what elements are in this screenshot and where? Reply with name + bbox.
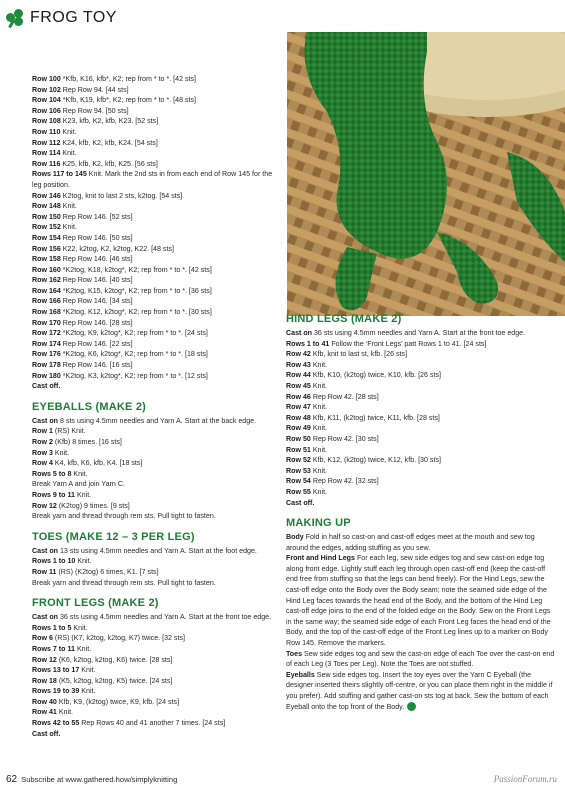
row-text: Break Yarn A and join Yarn C. — [32, 480, 125, 489]
row-label: Row 3 — [32, 448, 53, 457]
row-text: K22, k2tog, K2, k2tog, K22. [48 sts] — [60, 244, 174, 253]
row-label: Row 47 — [286, 403, 311, 412]
row-label: Row 18 — [32, 676, 57, 685]
pattern-row — [32, 469, 276, 480]
pattern-row — [32, 339, 276, 350]
row-text: Rep Row 94. [44 sts] — [60, 85, 129, 94]
row-text: Knit. — [71, 623, 88, 632]
pattern-row — [32, 106, 276, 117]
row-text: Kfb, K12, (k2tog) twice, K12, kfb. [30 sts] — [310, 456, 441, 465]
pattern-row — [32, 381, 276, 392]
pattern-row — [32, 501, 276, 512]
row-text: *Kfb, K16, kfb*, K2; rep from * to *. [42 sts] — [60, 75, 197, 83]
row-label: Rows 5 to 8 — [32, 469, 72, 478]
pattern-row — [286, 532, 556, 553]
row-label: Row 106 — [32, 106, 61, 115]
pattern-row — [32, 307, 276, 318]
pattern-row — [32, 490, 276, 501]
row-label: Front and Hind Legs — [286, 554, 355, 563]
pattern-row — [286, 670, 556, 712]
pattern-row — [286, 455, 556, 466]
row-label: Row 42 — [286, 350, 311, 359]
row-text: *K2tog, K9, k2tog*, K2; rep from * to *. [24 sts] — [60, 329, 208, 338]
page-number: 62 — [6, 774, 18, 785]
row-label: Row 52 — [286, 456, 311, 465]
pattern-column-left — [32, 74, 276, 739]
pattern-row — [32, 349, 276, 360]
row-text: Rep Row 146. [50 sts] — [60, 233, 133, 242]
row-text: Knit. — [79, 666, 96, 675]
section-heading: EYEBALLS (MAKE 2) — [32, 400, 147, 413]
page-title: FROG TOY — [30, 9, 117, 26]
row-label: Row 55 — [286, 487, 311, 496]
pattern-row — [32, 556, 276, 567]
row-text: Knit. — [75, 557, 92, 566]
pattern-row — [286, 445, 556, 456]
pattern-row — [286, 498, 556, 509]
row-label: Row 44 — [286, 371, 311, 380]
row-label: Cast on — [32, 416, 59, 425]
row-text: For each leg, sew side edges tog and sew cast-on edge tog along front edge. Lightly stuff each leg through open cast-off end (keep the cast-off end free from stuffing so that the legs can bend freely). For the Hind Legs, sew the cast-off edge onto the Body over the Body seam; note the seamed side edge of the Hind Leg faces towards the head end of the Body, and the bottom of the Hind Leg cast-off edge joins to the end of the folded edge on the Body. Sew on the Front Legs in the same way; the seamed side edge of each Front Leg faces the head end of the Body, and the top of the cast-off edge of the Front Leg lines up to a marker on Body Row 145. Remove the markers. — [286, 554, 551, 648]
pattern-row — [32, 697, 276, 708]
row-text: Rep Row 146. [16 sts] — [60, 361, 133, 370]
pattern-row — [32, 437, 276, 448]
row-label: Row 148 — [32, 202, 61, 211]
row-text: Knit. — [56, 708, 74, 717]
section-heading: HIND LEGS (MAKE 2) — [286, 313, 402, 325]
pattern-row — [32, 729, 276, 740]
row-text: *K2tog, K3, k2tog*, K2; rep from * to *. [12 sts] — [60, 371, 208, 380]
section-heading: FRONT LEGS (MAKE 2) — [32, 597, 159, 610]
pattern-row — [32, 718, 276, 729]
pattern-row — [32, 686, 276, 697]
row-text: Knit. — [79, 687, 96, 696]
row-text: Knit. — [74, 490, 92, 499]
row-text: K25, kfb, K2, kfb, K25. [56 sts] — [60, 159, 158, 168]
row-label: Row 51 — [286, 445, 311, 454]
pattern-row — [32, 371, 276, 382]
row-text: Knit. — [310, 424, 328, 433]
row-label: Row 48 — [286, 413, 311, 422]
pattern-row — [286, 392, 556, 403]
row-text: Knit. — [310, 381, 328, 390]
pattern-row — [32, 612, 276, 623]
row-text: K4, kfb, K6, kfb, K4. [18 sts] — [52, 459, 143, 468]
pattern-row — [32, 296, 276, 307]
pattern-row — [286, 349, 556, 360]
row-text: *Kfb, K19, kfb*, K2; rep from * to *. [48 sts] — [60, 96, 197, 105]
pattern-row — [286, 649, 556, 670]
row-text: (K5, k2tog, k2tog, K5) twice. [24 sts] — [56, 676, 173, 685]
pattern-row — [32, 567, 276, 578]
row-label: Cast off. — [32, 382, 61, 391]
pattern-row — [286, 328, 556, 339]
row-label: Row 12 — [32, 501, 57, 510]
row-label: Rows 19 to 39 — [32, 687, 80, 696]
row-label: Row 6 — [32, 634, 53, 643]
row-label: Row 146 — [32, 191, 61, 200]
row-label: Eyeballs — [286, 670, 315, 679]
pattern-row — [32, 222, 276, 233]
end-marker-icon — [407, 702, 416, 711]
row-text: Knit. — [310, 360, 328, 369]
row-label: Row 1 — [32, 427, 53, 436]
row-label: Row 116 — [32, 159, 61, 168]
row-text: Break yarn and thread through rem sts. Pull tight to fasten. — [32, 512, 216, 521]
pattern-row — [32, 633, 276, 644]
row-label: Rows 1 to 5 — [32, 623, 72, 632]
pattern-row — [286, 434, 556, 445]
row-label: Row 178 — [32, 361, 61, 370]
pattern-row — [32, 138, 276, 149]
row-text: Knit. — [310, 466, 328, 475]
row-label: Row 2 — [32, 438, 53, 446]
section-heading: MAKING UP — [286, 517, 351, 530]
row-text: Knit. — [60, 149, 77, 158]
pattern-row — [32, 458, 276, 469]
row-label: Row 108 — [32, 117, 61, 126]
pattern-row — [32, 233, 276, 244]
page-header — [6, 4, 117, 32]
row-text: Knit. — [74, 644, 92, 653]
row-text: *K2tog, K6, k2tog*, K2; rep from * to *. [18 sts] — [60, 350, 208, 359]
pattern-row — [286, 476, 556, 487]
row-text: Knit. — [60, 127, 77, 136]
pattern-row — [286, 339, 556, 350]
row-text: Rep Row 146. [34 sts] — [60, 297, 133, 306]
pattern-row — [32, 212, 276, 223]
row-label: Row 176 — [32, 350, 61, 359]
row-text: Kfb, K11, (k2tog) twice, K11, kfb. [28 sts] — [310, 413, 440, 422]
pattern-row — [32, 169, 276, 190]
pattern-row — [32, 578, 276, 589]
pattern-row — [32, 426, 276, 437]
row-label: Cast on — [286, 329, 313, 337]
clover-icon — [6, 9, 24, 27]
row-label: Row 43 — [286, 360, 311, 369]
pattern-row — [32, 511, 276, 522]
row-label: Row 12 — [32, 655, 57, 664]
row-text: (RS) (K7, k2tog, k2tog, K7) twice. [32 sts] — [52, 634, 185, 643]
pattern-row — [32, 360, 276, 371]
pattern-row — [32, 448, 276, 459]
row-label: Row 100 — [32, 75, 61, 83]
pattern-row — [32, 116, 276, 127]
row-label: Toes — [286, 649, 303, 658]
pattern-row — [32, 676, 276, 687]
pattern-row — [286, 413, 556, 424]
row-label: Row 40 — [32, 697, 57, 706]
row-label: Row 45 — [286, 381, 311, 390]
row-text: 36 sts using 4.5mm needles and Yarn A. Start at the front toe edge. — [312, 329, 526, 337]
row-label: Row 104 — [32, 96, 61, 105]
pattern-row — [32, 644, 276, 655]
row-text: (Kfb) 8 times. [16 sts] — [52, 438, 122, 446]
pattern-row — [286, 423, 556, 434]
pattern-row — [32, 318, 276, 329]
row-label: Row 54 — [286, 477, 311, 486]
pattern-row — [32, 74, 276, 85]
row-label: Row 41 — [32, 708, 57, 717]
pattern-row — [286, 381, 556, 392]
row-text: Rep Rows 40 and 41 another 7 times. [24 sts] — [79, 719, 226, 728]
row-label: Row 156 — [32, 244, 61, 253]
row-text: Break yarn and thread through rem sts. Pull tight to fasten. — [32, 578, 216, 587]
pattern-row — [286, 487, 556, 498]
row-label: Cast on — [32, 546, 59, 555]
pattern-row — [286, 360, 556, 371]
pattern-row — [32, 265, 276, 276]
row-label: Row 49 — [286, 424, 311, 433]
row-label: Row 160 — [32, 265, 61, 274]
pattern-row — [286, 402, 556, 413]
pattern-row — [32, 191, 276, 202]
pattern-row — [32, 286, 276, 297]
row-label: Row 102 — [32, 85, 61, 94]
row-text: Rep Row 146. [28 sts] — [60, 318, 133, 327]
row-label: Row 110 — [32, 127, 61, 136]
row-text: Rep Row 42. [28 sts] — [310, 392, 379, 401]
row-label: Body — [286, 533, 304, 542]
pattern-row — [32, 244, 276, 255]
page-footer — [6, 774, 177, 785]
row-text: K23, kfb, K2, kfb, K23. [52 sts] — [60, 117, 159, 126]
row-label: Row 112 — [32, 138, 61, 147]
pattern-row — [32, 275, 276, 286]
row-text: Kfb, K9, (k2tog) twice, K9, kfb. [24 sts] — [56, 697, 180, 706]
row-label: Cast off. — [286, 498, 315, 507]
pattern-row — [32, 201, 276, 212]
row-label: Row 166 — [32, 297, 61, 306]
row-text: *K2tog, K15, k2tog*, K2; rep from * to *. [36 sts] — [60, 286, 212, 295]
row-label: Row 4 — [32, 459, 53, 468]
row-text: Sew side edges tog. Insert the toy eyes over the Yarn C Eyeball (the designer inserted theirs slightly off-centre, or you can place them right in the middle if you prefer). Add stuffing and gather cast-on sts tog at back. Sew the bottom of each Eyeball onto the top front of the Body. — [286, 670, 553, 711]
row-text: Rep Row 94. [50 sts] — [60, 106, 129, 115]
row-label: Row 158 — [32, 255, 61, 264]
pattern-row — [32, 416, 276, 427]
row-label: Rows 117 to 145 — [32, 170, 87, 179]
row-text: Rep Row 146. [46 sts] — [60, 255, 133, 264]
row-text: Rep Row 42. [30 sts] — [310, 434, 379, 443]
section-heading: TOES (MAKE 12 – 3 PER LEG) — [32, 530, 195, 543]
row-text: Kfb, K10, (k2tog) twice, K10, kfb. [26 sts] — [310, 371, 441, 380]
row-text: K24, kfb, K2, kfb, K24. [54 sts] — [60, 138, 158, 147]
frog-leg-photo — [287, 32, 565, 316]
row-label: Row 164 — [32, 286, 61, 295]
row-text: *K2tog, K12, k2tog*, K2; rep from * to *. [30 sts] — [60, 308, 212, 317]
pattern-row — [32, 85, 276, 96]
row-text: Kfb, knit to last st, kfb. [26 sts] — [310, 350, 408, 359]
row-text: Knit. — [310, 445, 328, 454]
row-label: Row 174 — [32, 339, 61, 348]
pattern-row — [32, 95, 276, 106]
pattern-row — [32, 665, 276, 676]
row-text: Follow the ‘Front Legs’ patt Rows 1 to 41. [24 sts] — [329, 339, 487, 348]
row-label: Row 50 — [286, 434, 311, 443]
row-label: Row 170 — [32, 318, 61, 327]
row-label: Rows 1 to 10 — [32, 557, 76, 566]
row-text: (K6, k2tog, k2tog, K6) twice. [28 sts] — [56, 655, 173, 664]
row-label: Row 154 — [32, 233, 61, 242]
row-label: Row 150 — [32, 212, 61, 221]
watermark: PassionForum.ru — [493, 774, 557, 784]
row-text: Rep Row 146. [22 sts] — [60, 339, 133, 348]
pattern-row — [32, 254, 276, 265]
row-label: Row 46 — [286, 392, 311, 401]
row-label: Row 152 — [32, 223, 61, 232]
row-text: Rep Row 42. [32 sts] — [310, 477, 379, 486]
pattern-row — [286, 370, 556, 381]
row-text: Knit. — [60, 202, 77, 211]
pattern-row — [286, 553, 556, 648]
row-label: Row 162 — [32, 276, 61, 285]
row-label: Rows 42 to 55 — [32, 719, 80, 728]
row-label: Rows 1 to 41 — [286, 339, 330, 348]
row-label: Rows 9 to 11 — [32, 490, 75, 499]
row-text: 8 sts using 4.5mm needles and Yarn A. Start at the back edge. — [58, 416, 257, 425]
row-text: Sew side edges tog and sew the cast-on edge of each Toe over the cast-on end of each Leg (3 Toes per Leg). Note the Toes are not stuffed. — [286, 649, 555, 669]
row-label: Row 180 — [32, 371, 61, 380]
pattern-row — [32, 148, 276, 159]
pattern-row — [32, 655, 276, 666]
row-text: 36 sts using 4.5mm needles and Yarn A. Start at the front toe edge. — [58, 613, 272, 622]
row-text: (RS) Knit. — [52, 427, 86, 436]
row-label: Row 114 — [32, 149, 61, 158]
row-text: Rep Row 146. [52 sts] — [60, 212, 133, 221]
row-label: Rows 13 to 17 — [32, 666, 80, 675]
row-label: Row 168 — [32, 308, 61, 317]
row-label: Row 172 — [32, 329, 61, 338]
row-text: *K2tog, K18, k2tog*, K2; rep from * to *. [42 sts] — [60, 265, 212, 274]
row-label: Row 53 — [286, 466, 311, 475]
row-text: K2tog, knit to last 2 sts, k2tog. [54 sts] — [60, 191, 183, 200]
row-text: Knit. — [310, 403, 328, 412]
pattern-row — [32, 623, 276, 634]
pattern-row — [286, 466, 556, 477]
row-text: Knit. — [310, 487, 328, 496]
row-text: Knit. — [60, 223, 77, 232]
subscribe-link[interactable]: Subscribe at www.gathered.how/simplyknitting — [21, 775, 178, 784]
pattern-row — [32, 159, 276, 170]
pattern-row — [32, 479, 276, 490]
row-text: (RS) (K2tog) 6 times, K1. [7 sts] — [56, 567, 159, 576]
row-label: Cast on — [32, 613, 59, 622]
row-text: Knit. Mark the 2nd sts in from each end of Row 145 for the leg position. — [32, 170, 273, 189]
row-label: Rows 7 to 11 — [32, 644, 75, 653]
row-label: Row 11 — [32, 567, 57, 576]
pattern-row — [32, 707, 276, 718]
pattern-column-right — [286, 312, 556, 712]
pattern-row — [32, 546, 276, 557]
row-text: Knit. — [71, 469, 88, 478]
row-text: (K2tog) 9 times. [9 sts] — [56, 501, 130, 510]
row-label: Cast off. — [32, 729, 61, 738]
row-text: Knit. — [52, 448, 70, 457]
row-text: Rep Row 146. [40 sts] — [60, 276, 133, 285]
pattern-row — [32, 328, 276, 339]
pattern-row — [32, 127, 276, 138]
row-text: Fold in half so cast-on and cast-off edges meet at the mouth and sew tog around the edges, adding stuffing as you sew. — [286, 533, 535, 552]
row-text: 13 sts using 4.5mm needles and Yarn A. Start at the foot edge. — [58, 546, 257, 555]
